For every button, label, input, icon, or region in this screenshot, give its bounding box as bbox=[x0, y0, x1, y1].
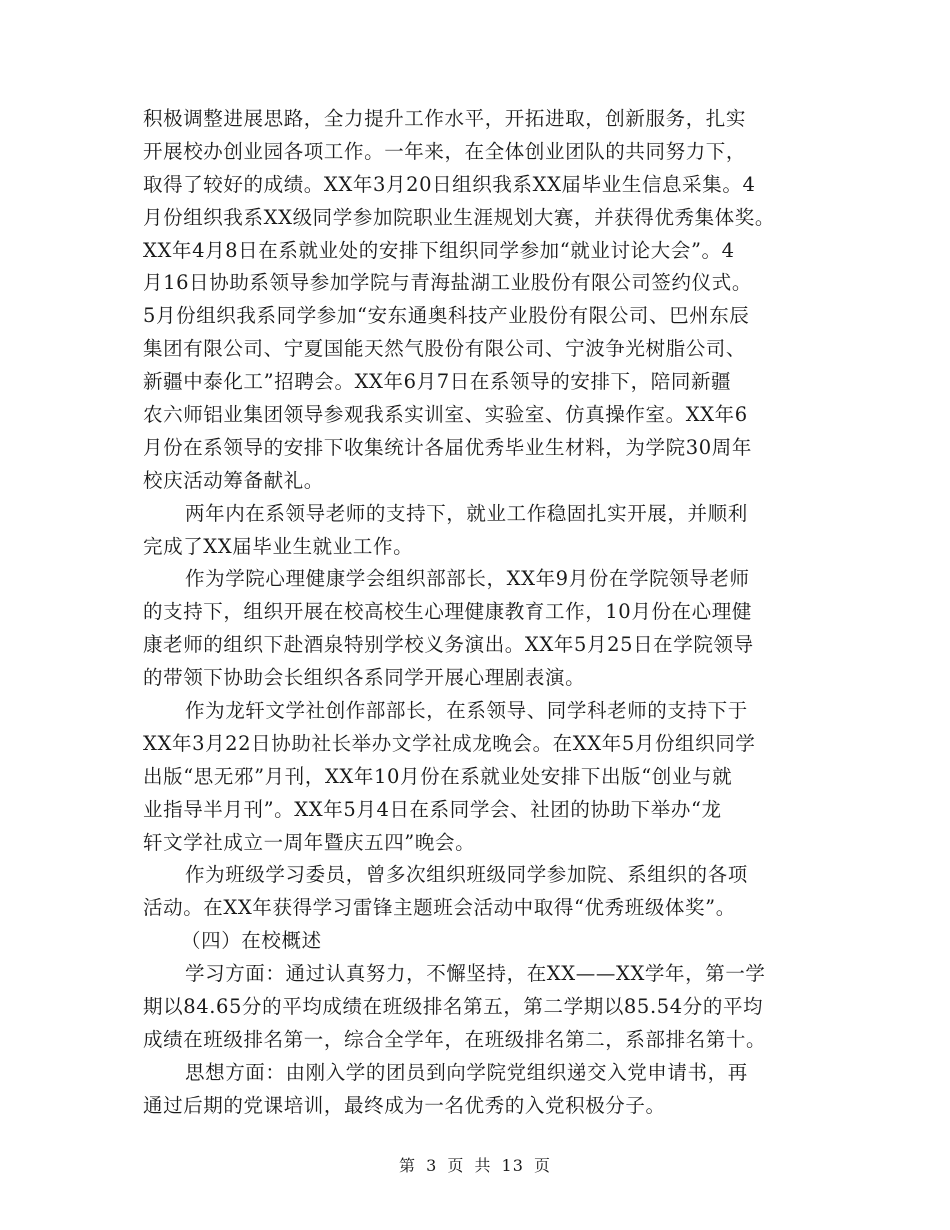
text-line: 农六师铝业集团领导参观我系实训室、实验室、仿真操作室。XX年6 bbox=[143, 403, 748, 427]
text-line: 5月份组织我系同学参加“安东通奥科技产业股份有限公司、巴州东辰 bbox=[143, 304, 750, 328]
text-line: 康老师的组织下赴酒泉特别学校义务演出。XX年5月25日在学院领导 bbox=[143, 633, 754, 657]
text-line: 的带领下协助会长组织各系同学开展心理剧表演。 bbox=[143, 666, 586, 690]
text-line: 期以84.65分的平均成绩在班级排名第五，第二学期以85.54分的平均 bbox=[143, 995, 764, 1019]
text-line: 开展校办创业园各项工作。一年来，在全体创业团队的共同努力下， bbox=[143, 139, 747, 163]
text-line: 作为学院心理健康学会组织部部长，XX年9月份在学院领导老师 bbox=[185, 567, 750, 591]
document-body bbox=[143, 103, 808, 1123]
text-line: 完成了XX届毕业生就业工作。 bbox=[143, 534, 414, 558]
text-line: 学习方面：通过认真努力，不懈坚持，在XX——XX学年，第一学 bbox=[185, 962, 766, 986]
text-line: 两年内在系领导老师的支持下，就业工作稳固扎实开展，并顺利 bbox=[185, 501, 748, 525]
text-line: 成绩在班级排名第一，综合全学年，在班级排名第二，系部排名第十。 bbox=[143, 1027, 767, 1051]
text-line: 新疆中泰化工”招聘会。XX年6月7日在系领导的安排下，陪同新疆 bbox=[143, 370, 732, 394]
section-heading: （四）在校概述 bbox=[181, 929, 322, 953]
text-line: 通过后期的党课培训，最终成为一名优秀的入党积极分子。 bbox=[143, 1093, 666, 1117]
text-line: 思想方面：由刚入学的团员到向学院党组织递交入党申请书，再 bbox=[185, 1060, 748, 1084]
text-line: XX年4月8日在系就业处的安排下组织同学参加“就业讨论大会”。4 bbox=[143, 238, 735, 262]
text-line: 轩文学社成立一周年暨庆五四”晚会。 bbox=[143, 830, 476, 854]
text-line: 业指导半月刊”。XX年5月4日在系同学会、社团的协助下举办“龙 bbox=[143, 797, 722, 821]
text-line: 月16日协助系领导参加学院与青海盐湖工业股份有限公司签约仪式。 bbox=[143, 271, 752, 295]
text-line: 积极调整进展思路，全力提升工作水平，开拓进取，创新服务，扎实 bbox=[143, 107, 747, 130]
text-line: 作为龙轩文学社创作部部长，在系领导、同学科老师的支持下于 bbox=[185, 699, 748, 723]
text-line: XX年3月22日协助社长举办文学社成龙晚会。在XX年5月份组织同学 bbox=[143, 731, 756, 755]
text-line: 集团有限公司、宁夏国能天然气股份有限公司、宁波争光树脂公司、 bbox=[143, 337, 747, 361]
text-line: 作为班级学习委员，曾多次组织班级同学参加院、系组织的各项 bbox=[185, 863, 748, 887]
text-line: 月份在系领导的安排下收集统计各届优秀毕业生材料，为学院30周年 bbox=[143, 435, 752, 459]
text-line: 的支持下，组织开展在校高校生心理健康教育工作，10月份在心理健 bbox=[143, 600, 752, 624]
text-line: 取得了较好的成绩。XX年3月20日组织我系XX届毕业生信息采集。4 bbox=[143, 172, 756, 196]
page-footer: 第 3 页 共 13 页 bbox=[399, 1156, 551, 1175]
text-line: 校庆活动筹备献礼。 bbox=[143, 468, 324, 492]
text-line: 活动。在XX年获得学习雷锋主题班会活动中取得“优秀班级体奖”。 bbox=[143, 896, 736, 920]
text-line: 出版“思无邪”月刊，XX年10月份在系就业处安排下出版“创业与就 bbox=[143, 764, 733, 788]
text-line: 月份组织我系XX级同学参加院职业生涯规划大赛，并获得优秀集体奖。 bbox=[143, 205, 775, 229]
